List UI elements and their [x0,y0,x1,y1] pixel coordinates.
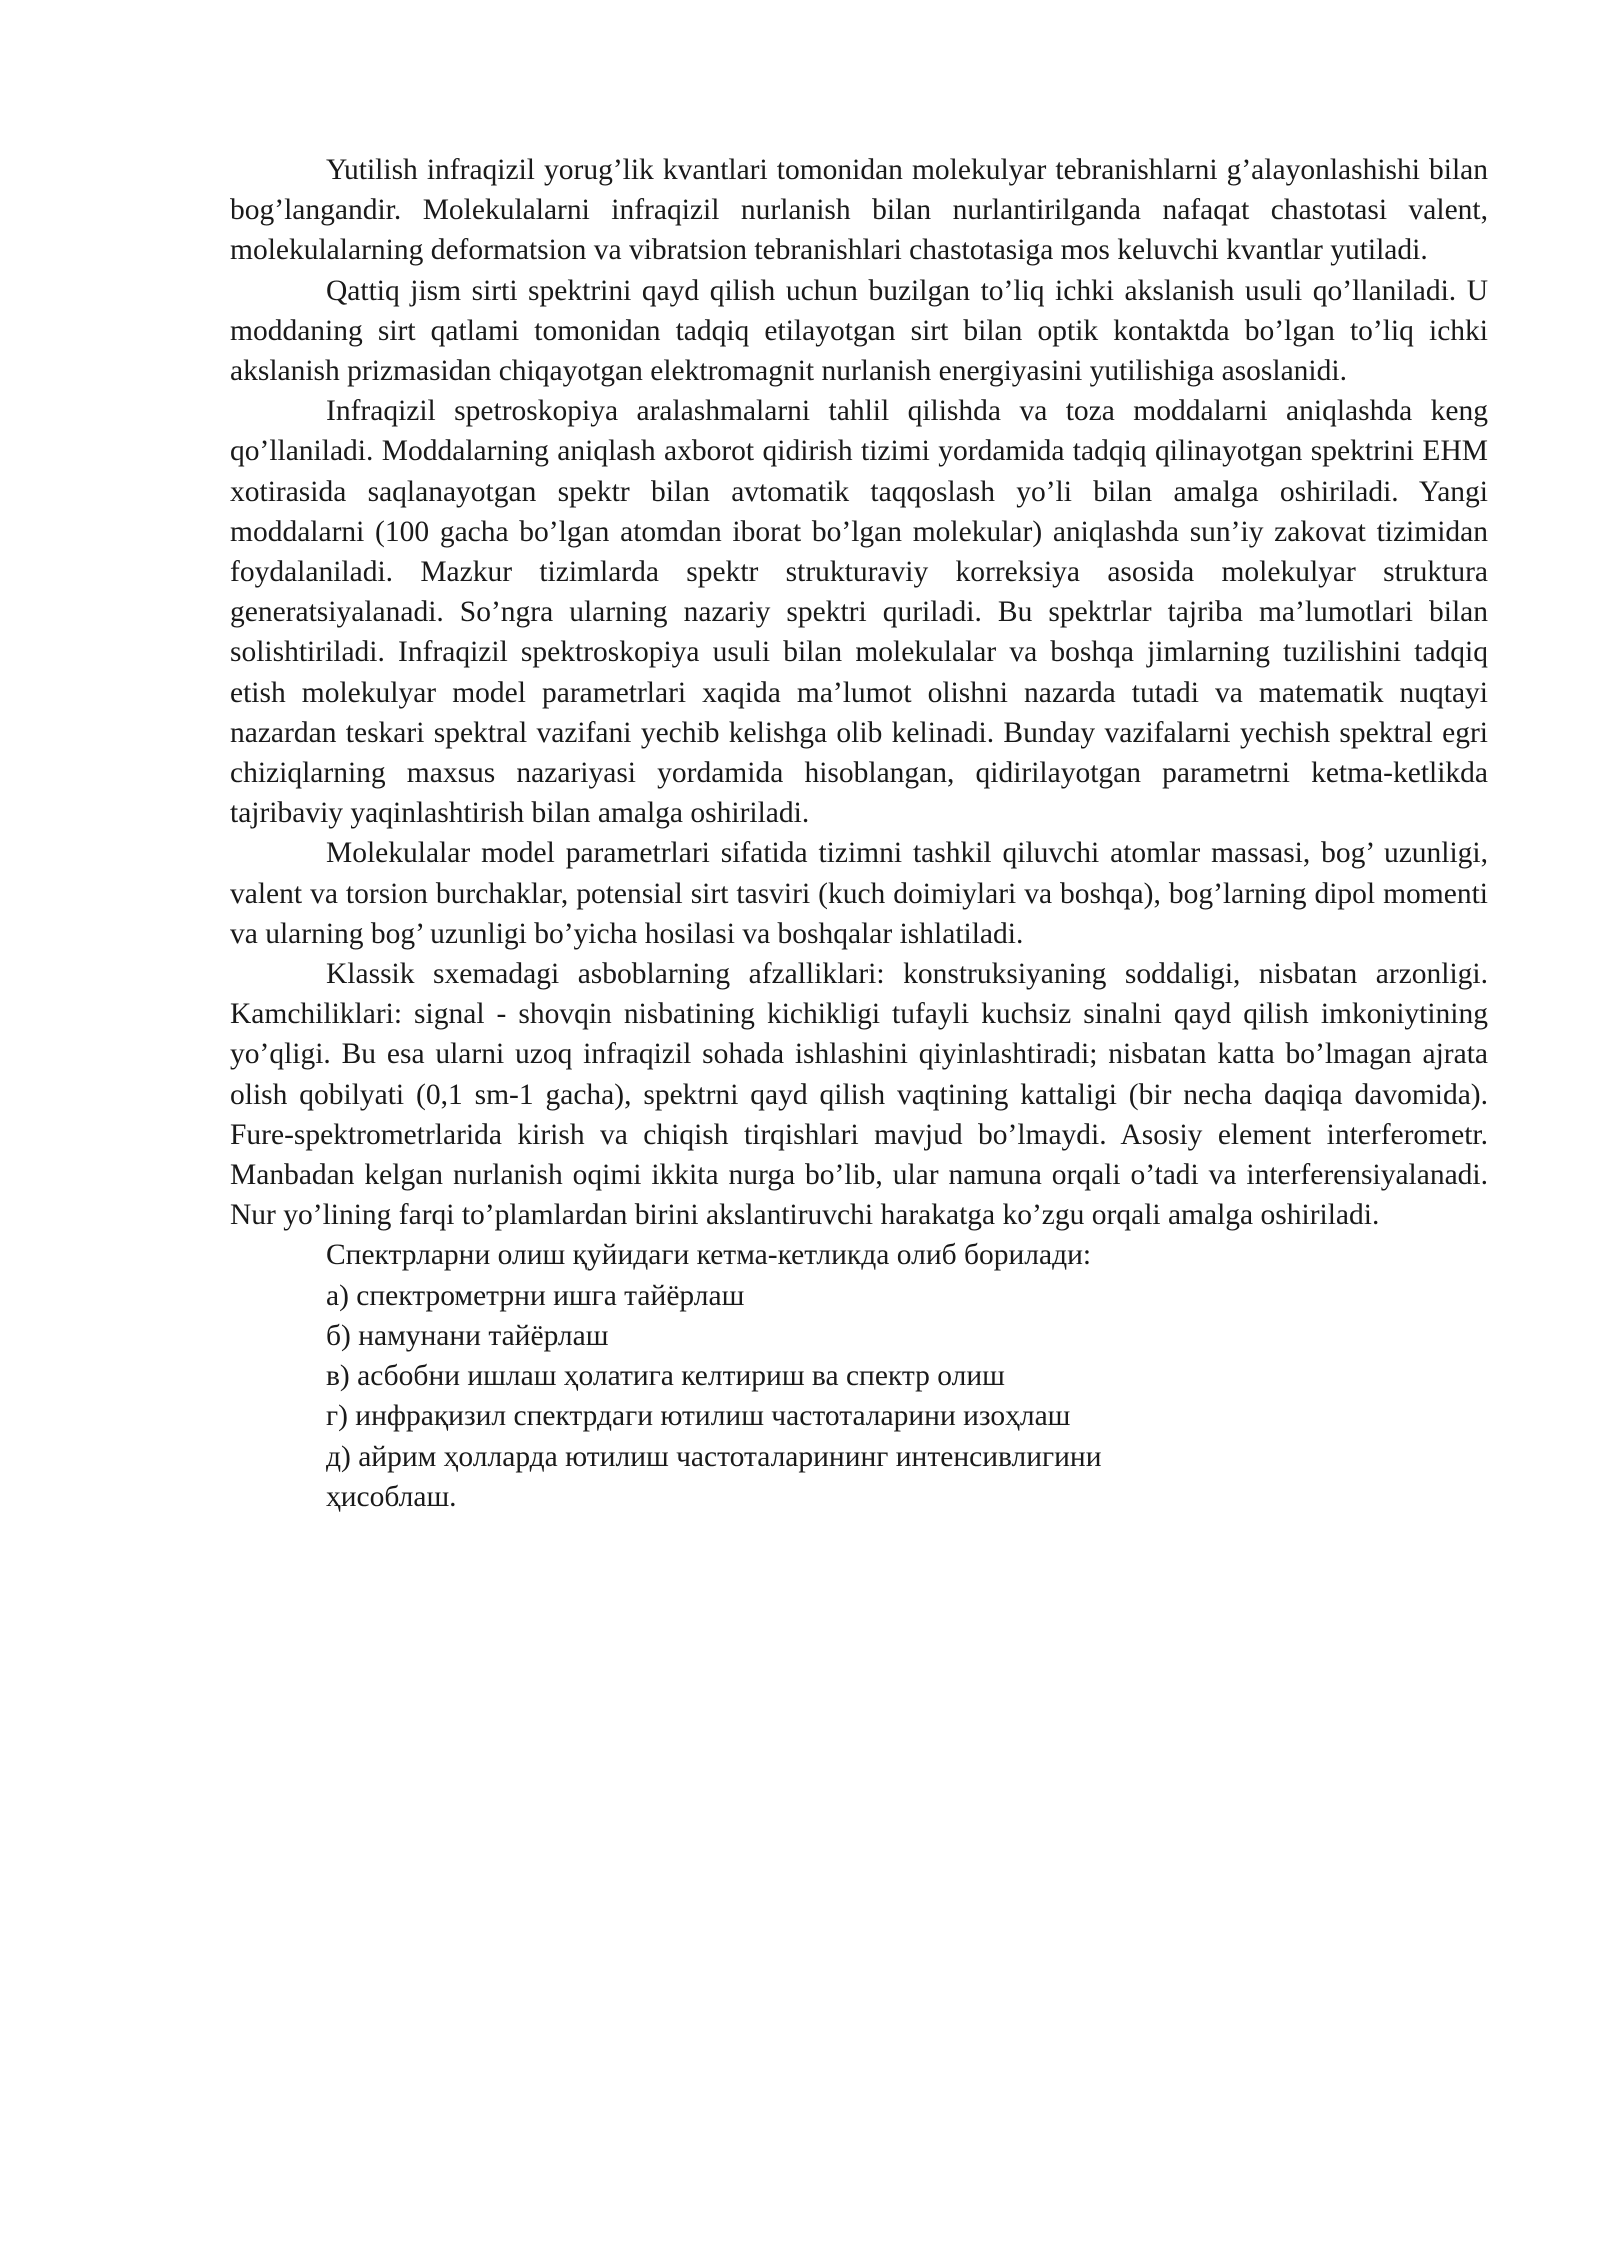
paragraph-ir-absorption: Yutilish infraqizil yorug’lik kvantlari tomonidan molekulyar tebranishlarni g’alayonlashishi bilan bog’langandir. Molekulalarni infraqizil nurlanish bilan nurlantirilganda nafaqat chastotasi valent, molekulalarning deformatsion va vibratsion tebranishlari chastotasiga mos keluvchi kvantlar yutiladi. [230,154,1488,267]
procedure-list [230,1276,1488,1517]
list-item: а) спектрометрни ишга тайёрлаш [326,1279,745,1312]
list-item: в) асбобни ишлаш ҳолатига келтириш ва спектр олиш [326,1360,1005,1393]
list-item: ҳисоблаш. [326,1480,457,1513]
list-item: д) айрим ҳолларда ютилиш частоталарининг интенсивлигини [326,1440,1102,1473]
list-intro: Спектрларни олиш қуйидаги кетма-кетликда олиб борилади: [326,1239,1092,1272]
paragraph-ir-spectroscopy-applications: Infraqizil spetroskopiya aralashmalarni tahlil qilishda va toza moddalarni aniqlashda keng qo’llaniladi. Moddalarning aniqlash axborot qidirish tizimi yordamida tadqiq qilinayotgan spektrini EHM xotirasida saqlanayotgan spektr bilan avtomatik taqqoslash yo’li bilan amalga oshiriladi. Yangi moddalarni (100 gacha bo’lgan atomdan iborat bo’lgan molekular) aniqlashda sun’iy zakovat tizimidan foydalaniladi. Mazkur tizimlarda spektr strukturaviy korreksiya asosida molekulyar struktura generatsiyalanadi. So’ngra ularning nazariy spektri quriladi. Bu spektrlar tajriba ma’lumotlari bilan solishtiriladi. Infraqizil spektroskopiya usuli bilan molekulalar va boshqa jimlarning tuzilishini tadqiq etish molekulyar model parametrlari xaqida ma’lumot olishni nazarda tutadi va matematik nuqtayi nazardan teskari spektral vazifani yechib kelishga olib kelinadi. Bunday vazifalarni yechish spektral egri chiziqlarning maxsus nazariyasi yordamida hisoblangan, qidirilayotgan parametrni ketma-ketlikda tajribaviy yaqinlashtirish bilan amalga oshiriladi. [230,395,1488,830]
paragraph-surface-spectrum: Qattiq jism sirti spektrini qayd qilish uchun buzilgan to’liq ichki akslanish usuli qo’llaniladi. U moddaning sirt qatlami tomonidan tadqiq etilayotgan sirt bilan optik kontaktda bo’lgan to’liq ichki akslanish prizmasidan chiqayotgan elektromagnit nurlanish energiyasini yutilishiga asoslanidi. [230,274,1488,388]
list-item: б) намунани тайёрлаш [326,1319,609,1352]
paragraph-classic-scheme: Klassik sxemadagi asboblarning afzalliklari: konstruksiyaning soddaligi, nisbatan arzonligi. Kamchiliklari: signal - shovqin nisbatining kichikligi tufayli kuchsiz sinalni qayd qilish imkoniytining yo’qligi. Bu esa ularni uzoq infraqizil sohada ishlashini qiyinlashtiradi; nisbatan katta bo’lmagan ajrata olish qobilyati (0,1 sm-1 gacha), spektrni qayd qilish vaqtining kattaligi (bir necha daqiqa davomida). Fure-spektrometrlarida kirish va chiqish tirqishlari mavjud bo’lmaydi. Asosiy element interferometr. Manbadan kelgan nurlanish oqimi ikkita nurga bo’lib, ular namuna orqali o’tadi va interferensiyalanadi. Nur yo’lining farqi to’plamlardan birini akslantiruvchi harakatga ko’zgu orqali amalga oshiriladi. [230,958,1488,1232]
list-item: г) инфрақизил спектрдаги ютилиш частоталарини изоҳлаш [326,1400,1071,1433]
paragraph-model-parameters: Molekulalar model parametrlari sifatida tizimni tashkil qiluvchi atomlar massasi, bog’ uzunligi, valent va torsion burchaklar, potensial sirt tasviri (kuch doimiylari va boshqa), bog’larning dipol momenti va ularning bog’ uzunligi bo’yicha hosilasi va boshqalar ishlatiladi. [230,837,1488,950]
document-body [230,150,1488,1517]
